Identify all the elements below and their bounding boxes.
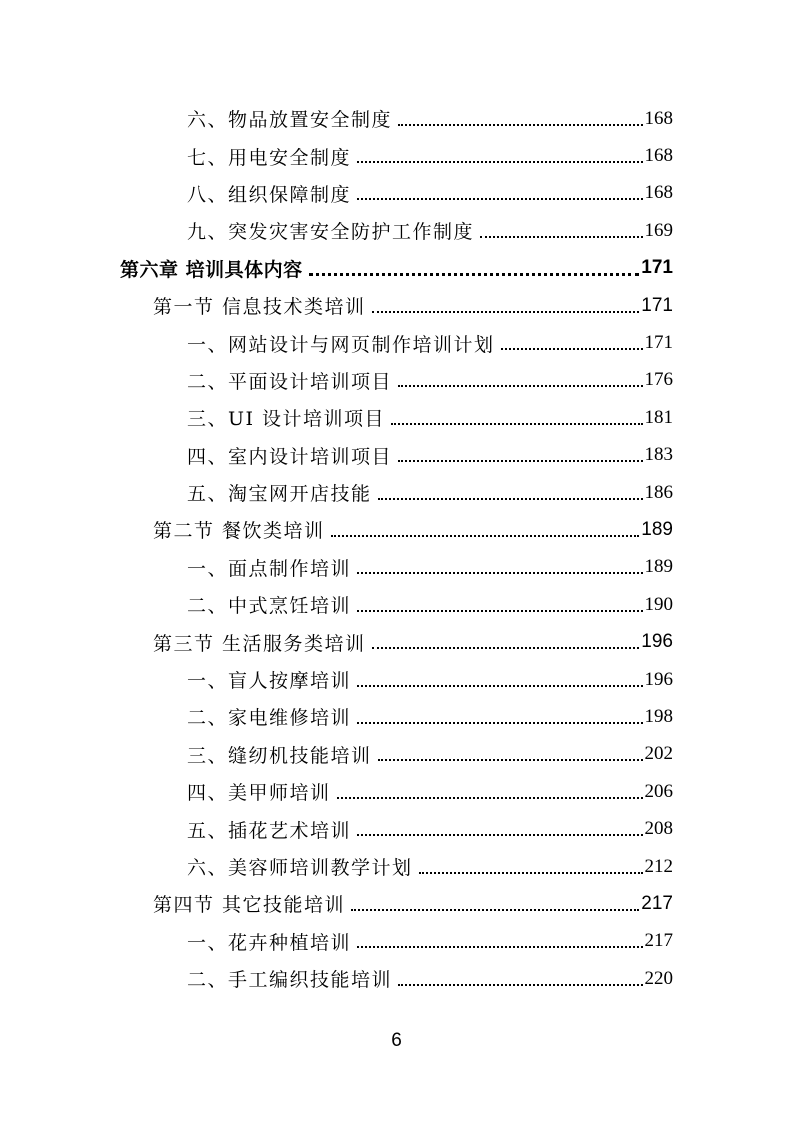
toc-entry-page-number: 217 [644,930,673,952]
toc-entry-page-number: 196 [644,668,673,690]
toc-item-entry[interactable] [0,362,793,399]
toc-item-entry[interactable] [0,923,793,960]
toc-entry-page-number: 206 [644,780,673,802]
toc-entry-title: 第一节 信息技术类培训 [153,296,366,319]
toc-entry-page-number: 198 [644,705,673,727]
toc-dot-leader [398,460,642,462]
toc-item-entry[interactable] [0,773,793,810]
toc-entry-title: 三、缝纫机技能培训 [187,744,372,767]
toc-entry-page-number: 190 [644,593,673,615]
toc-entry-title: 七、用电安全制度 [187,146,352,169]
toc-item-entry[interactable] [0,698,793,735]
toc-entry-title: 九、突发灾害安全防护工作制度 [187,221,475,244]
toc-entry-title: 二、手工编织技能培训 [187,969,393,992]
toc-entry-title: 八、组织保障制度 [187,183,352,206]
toc-dot-leader [357,198,642,200]
toc-item-entry[interactable] [0,324,793,361]
toc-entry-page-number: 220 [644,967,673,989]
toc-dot-leader [391,423,642,425]
toc-entry-page-number: 181 [644,406,673,428]
toc-entry-page-number: 169 [644,219,673,241]
toc-dot-leader [309,273,640,276]
toc-entry-page-number: 168 [644,182,673,204]
toc-dot-leader [357,834,642,836]
toc-entry-title: 第四节 其它技能培训 [153,894,346,917]
toc-dot-leader [419,872,643,874]
toc-dot-leader [331,535,640,537]
toc-dot-leader [378,759,643,761]
toc-dot-leader [378,498,643,500]
toc-entry-title: 二、家电维修培训 [187,707,352,730]
toc-item-entry[interactable] [0,474,793,511]
toc-dot-leader [398,385,642,387]
toc-item-entry[interactable] [0,586,793,623]
toc-entry-page-number: 217 [641,892,673,914]
toc-section-entry[interactable] [0,885,793,922]
toc-entry-title: 一、面点制作培训 [187,557,352,580]
toc-item-entry[interactable] [0,100,793,137]
toc-entry-title: 一、花卉种植培训 [187,931,352,954]
toc-item-entry[interactable] [0,137,793,174]
toc-chapter-entry[interactable] [0,250,793,287]
toc-entry-title: 四、美甲师培训 [187,782,331,805]
toc-dot-leader [372,311,640,313]
toc-dot-leader [357,685,642,687]
toc-entry-title: 六、物品放置安全制度 [187,109,393,132]
toc-entry-page-number: 168 [644,145,673,167]
toc-entry-title: 二、中式烹饪培训 [187,595,352,618]
toc-item-entry[interactable] [0,437,793,474]
toc-section-entry[interactable] [0,623,793,660]
toc-dot-leader [337,797,643,799]
toc-item-entry[interactable] [0,175,793,212]
toc-item-entry[interactable] [0,810,793,847]
toc-entry-title: 六、美容师培训教学计划 [187,857,413,879]
toc-dot-leader [357,722,642,724]
toc-item-entry[interactable] [0,848,793,885]
toc-section-entry[interactable] [0,287,793,324]
toc-entry-page-number: 196 [641,631,673,653]
toc-item-entry[interactable] [0,549,793,586]
toc-item-entry[interactable] [0,399,793,436]
toc-entry-page-number: 171 [641,294,673,316]
toc-dot-leader [357,946,642,948]
toc-item-entry[interactable] [0,661,793,698]
toc-dot-leader [357,610,642,612]
toc-item-entry[interactable] [0,960,793,997]
toc-entry-page-number: 176 [644,369,673,391]
toc-item-entry[interactable] [0,736,793,773]
toc-dot-leader [351,909,639,911]
toc-dot-leader [501,348,643,350]
toc-entry-title: 第三节 生活服务类培训 [153,632,366,655]
toc-entry-page-number: 208 [644,818,673,840]
toc-entry-title: 五、插花艺术培训 [187,819,352,842]
toc-entry-title: 第六章 培训具体内容 [120,258,303,281]
toc-entry-title: 四、室内设计培训项目 [187,445,393,468]
toc-entry-title: 二、平面设计培训项目 [187,370,393,393]
page-number: 6 [391,1030,402,1051]
toc-section-entry[interactable] [0,511,793,548]
toc-dot-leader [480,236,642,238]
toc-entry-title: 一、网站设计与网页制作培训计划 [187,333,495,356]
toc-dot-leader [398,124,642,126]
toc-dot-leader [357,572,642,574]
toc-dot-leader [357,161,642,163]
toc-entry-title: 一、盲人按摩培训 [187,670,352,693]
toc-entry-page-number: 202 [644,743,673,765]
toc-entry-page-number: 168 [644,107,673,129]
toc-entry-title: 三、UI 设计培训项目 [187,408,386,431]
toc-dot-leader [372,647,640,649]
toc-entry-page-number: 189 [641,518,673,540]
toc-entry-title: 五、淘宝网开店技能 [187,483,372,506]
toc-entry-title: 第二节 餐饮类培训 [153,520,325,543]
toc-dot-leader [398,984,642,986]
toc-entry-page-number: 186 [644,481,673,503]
toc-entry-page-number: 212 [644,855,673,877]
toc-entry-page-number: 189 [644,556,673,578]
table-of-contents [0,100,793,997]
toc-item-entry[interactable] [0,212,793,249]
toc-entry-page-number: 183 [644,444,673,466]
toc-entry-page-number: 171 [644,332,673,354]
toc-entry-page-number: 171 [641,257,673,279]
